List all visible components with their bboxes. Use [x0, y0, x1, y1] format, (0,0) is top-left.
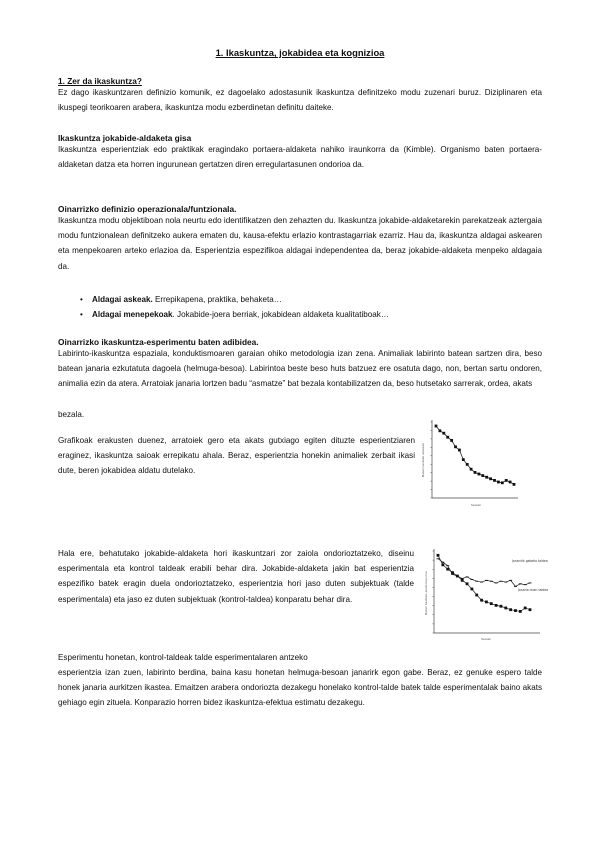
errors-point	[513, 483, 516, 486]
food-point	[480, 599, 483, 602]
errors-point	[505, 479, 508, 482]
errors-point	[485, 476, 488, 479]
errors-point	[454, 445, 457, 448]
food-point	[490, 602, 493, 605]
section4-text3: Hala ere, behatutako jokabide-aldaketa hori ikaskuntzari zor zaiola ondorioztatzeko, diseinu esperimentala eta kontrol taldeak erabili behar dira. Jokabide-aldaketa jakin bat esperientzia espezifiko batek eragin duela ondorioztatzeko, esperientzia hori jaso duten subjektuak (talde esperimentala) eta jaso ez duten subjektuak (kontrol-taldea) konparatu behar dira.	[58, 549, 414, 604]
errors-point	[497, 481, 500, 484]
food-point	[524, 607, 527, 610]
food-group-line	[438, 555, 530, 611]
section2-heading: Ikaskuntza jokabide-aldaketa gisa	[58, 133, 192, 143]
errors-point	[501, 481, 504, 484]
errors-point	[446, 436, 449, 439]
section4-text4a: Esperimentu honetan, kontrol-taldeak talde esperimentalaren antzeko	[58, 653, 308, 662]
errors-point	[450, 439, 453, 442]
errors-point	[489, 477, 492, 480]
list-item: • Aldagai menepekoak. Jokabide-joera berriak, jokabidean aldaketa kualitatiboak…	[80, 307, 540, 322]
errors-point	[462, 458, 465, 461]
errors-chart	[418, 414, 522, 510]
errors-points	[435, 425, 516, 486]
document-title: 1. Ikaskuntza, jokabidea eta kognizioa	[215, 47, 385, 58]
section4-text1: Labirinto-ikaskuntza espaziala, konduktismoaren garaian ohiko metodologia izan zena. Animaliak labirinto batean sartzen dira, beso batean janaria ezkutatuta dagoela (helmuga-besoa). Labirintoa beste beso huts batzuez ere osatuta dago, non, bertan sartu ondoren, animalia ezin da atera. Arratoiak janaria lortzen badu “asmatze” bat bezala kontabilizatzen da, beso hutsetako sarrerak, ordea, akats	[58, 349, 542, 389]
errors-point	[493, 479, 496, 482]
errors-point	[439, 429, 442, 432]
comparison-chart	[422, 543, 549, 643]
food-point	[495, 604, 498, 607]
food-point	[485, 601, 488, 604]
chart2-xlabel: Saioak	[481, 637, 491, 641]
list-item: • Aldagai askeak. Errepikapena, praktika, behaketa…	[80, 292, 540, 307]
section1-text: Ez dago ikaskuntzaren definizio komunik, ez dagoelako adostasunik ikaskuntza definitzeko modu zuzenari buruz. Diziplinaren eta ikuspegi teorikoaren arabera, ikaskuntza modu ezberdinetan definitu daiteke.	[58, 88, 542, 113]
food-point	[461, 579, 464, 582]
food-point	[500, 605, 503, 608]
errors-point	[435, 425, 438, 428]
section4-heading: Oinarrizko ikaskuntza-esperimentu baten adibidea.	[58, 337, 259, 347]
errors-point	[481, 474, 484, 477]
food-point	[466, 582, 469, 585]
food-point	[514, 609, 517, 612]
food-point	[475, 594, 478, 597]
food-point	[470, 588, 473, 591]
errors-point	[509, 481, 512, 484]
section2-text: Ikaskuntza esperientziak edo praktikak eragindako portaera-aldaketa nahiko iraunkorra da (Kimble). Organismo baten portaera-aldaketan datza eta horren ingurunean gertatzen diren erregulartasunen ondorioa da.	[58, 145, 542, 170]
food-point	[504, 607, 507, 610]
food-point	[529, 608, 532, 611]
food-point	[451, 571, 454, 574]
section1-heading: 1. Zer da ikaskuntza?	[58, 76, 142, 86]
chart2-ylabel: Batez besteko akats kopurua	[424, 571, 428, 615]
errors-line	[436, 426, 514, 484]
legend-food: Janaria duen taldea	[518, 588, 549, 592]
errors-point	[478, 473, 481, 476]
section4-text4b: esperientzia izan zuen, labirinto berdina, baina kasu honetan helmuga-besoan janarirk egon gabe. Beraz, ez genuke espero talde honek janaria aurkitzen ikastea. Emaitzen arabera ondorioztа dezakegu honelako kontrol-talde batek talde esperimentalak baino akats gehiago egin zituela. Konparazio horren bidez ikaskuntza-efektua estimatu dezakegu.	[58, 668, 542, 708]
food-point	[519, 610, 522, 613]
errors-point	[458, 449, 461, 452]
food-point	[456, 575, 459, 578]
variables-list	[80, 292, 540, 322]
chart1-ylabel: Batez besteko akatsak	[421, 443, 425, 477]
food-point	[441, 563, 444, 566]
chart1-xlabel: Saioak	[471, 503, 481, 507]
food-point	[437, 554, 440, 557]
food-point	[446, 568, 449, 571]
food-point	[509, 608, 512, 611]
legend-no-food: Janaririk gabeko taldea	[512, 559, 548, 563]
errors-point	[466, 463, 469, 466]
errors-point	[474, 471, 477, 474]
section3-heading: Oinarrizko definizio operazionala/funtzionala.	[58, 204, 237, 214]
section4-text1-end: bezala.	[58, 410, 85, 419]
section4-text2: Grafikoak erakusten duenez, arratoiek gero eta akats gutxiago egiten dituzte esperientziaren eraginez, ikaskuntza saioak errepikatu ahala. Beraz, esperientzia honekin animaliek zerbait ikasi dute, beren jokabidea aldatu dutelako.	[58, 436, 415, 476]
section3-text: Ikaskuntza modu objektiboan nola neurtu edo identifikatzen den zehazten du. Ikaskuntza jokabide-aldaketarekin parekatzeak aztergaia modu funtzionalean definitzeko aukera ematen du, kausa-efektu erlazio kontrastagarriak ezarriz. Hau da, ikaskuntza aldagai askearen eta menpekoaren arteko erlazioa da. Esperientzia espezifikoa aldagai independentea da, beraz jokabide-aldaketa menpeko aldagaia da.	[58, 216, 542, 271]
errors-point	[442, 432, 445, 435]
errors-point	[470, 468, 473, 471]
